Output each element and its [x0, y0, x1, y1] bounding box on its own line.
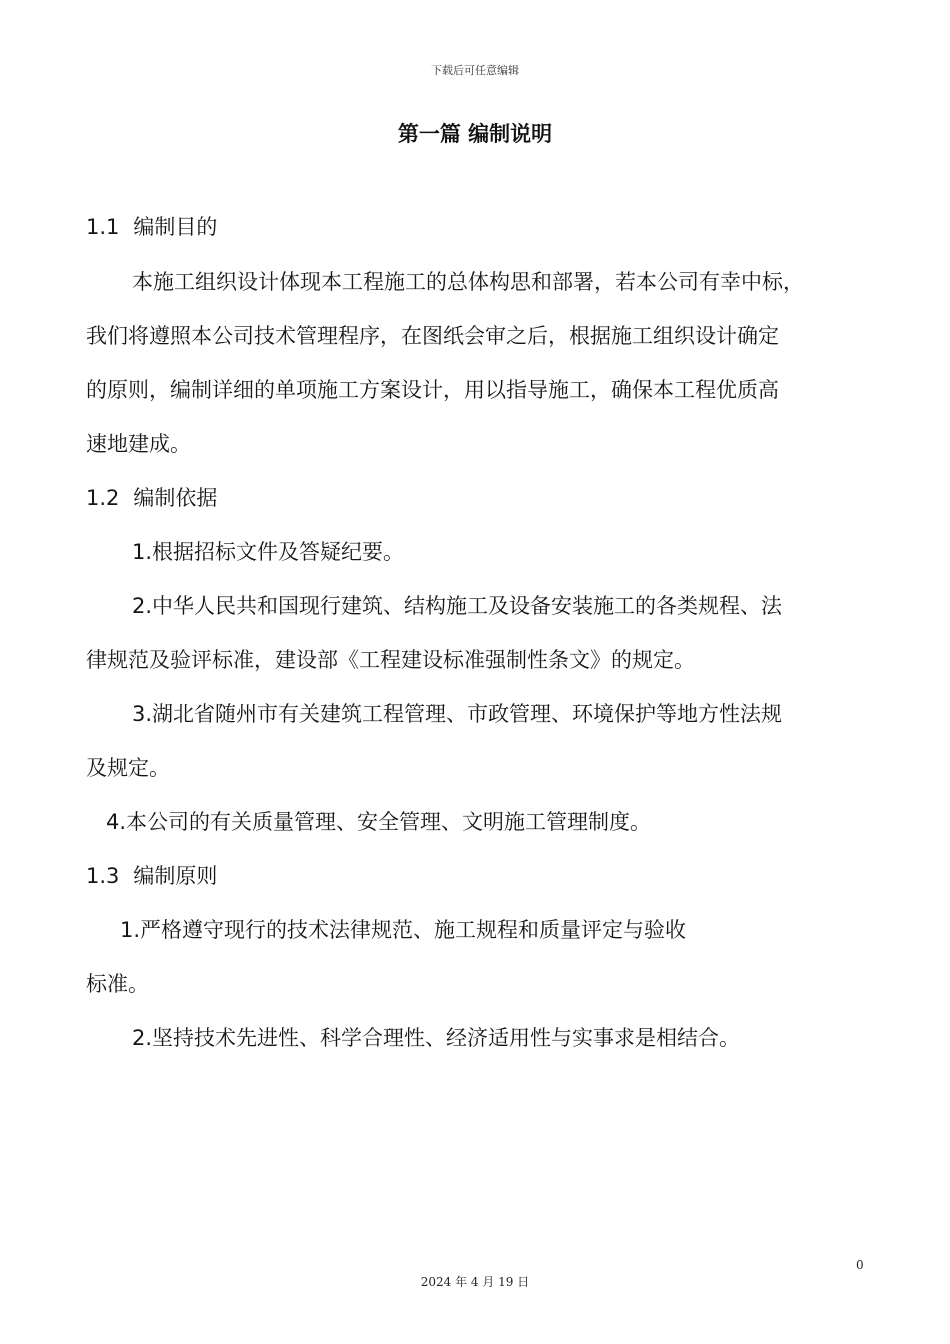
section-number: 1.3: [86, 864, 120, 888]
section-heading-text: 编制目的: [133, 215, 218, 239]
section-heading-1-2: [86, 483, 217, 513]
list-item: 4.本公司的有关质量管理、安全管理、文明施工管理制度。: [106, 810, 652, 834]
section-heading-text: 编制原则: [133, 864, 218, 888]
section-number: 1.2: [86, 486, 120, 510]
section-heading-1-3: [86, 861, 217, 891]
list-item: 1.根据招标文件及答疑纪要。: [132, 540, 405, 564]
footer-date: 2024 年 4 月 19 日: [420, 1275, 530, 1289]
page-title: 第一篇 编制说明: [397, 122, 553, 146]
list-item-continuation: 及规定。: [86, 756, 170, 780]
paragraph-line: 的原则，编制详细的单项施工方案设计，用以指导施工，确保本工程优质高: [86, 378, 779, 402]
paragraph-line: 本施工组织设计体现本工程施工的总体构思和部署，若本公司有幸中标，: [132, 270, 804, 294]
list-item: 1.严格遵守现行的技术法律规范、施工规程和质量评定与验收: [120, 918, 687, 942]
list-item: 2.坚持技术先进性、科学合理性、经济适用性与实事求是相结合。: [132, 1026, 741, 1050]
page-number: 0: [856, 1258, 864, 1272]
list-item: 2.中华人民共和国现行建筑、结构施工及设备安装施工的各类规程、法: [132, 594, 783, 618]
paragraph-line: 速地建成。: [86, 432, 191, 456]
section-heading-1-1: [86, 212, 217, 242]
list-item-continuation: 标准。: [86, 972, 149, 996]
section-number: 1.1: [86, 215, 120, 239]
list-item-continuation: 律规范及验评标准，建设部《工程建设标准强制性条文》的规定。: [86, 648, 695, 672]
section-heading-text: 编制依据: [133, 486, 218, 510]
header-note: 下载后可任意编辑: [431, 64, 519, 77]
paragraph-line: 我们将遵照本公司技术管理程序，在图纸会审之后，根据施工组织设计确定: [86, 324, 779, 348]
list-item: 3.湖北省随州市有关建筑工程管理、市政管理、环境保护等地方性法规: [132, 702, 783, 726]
